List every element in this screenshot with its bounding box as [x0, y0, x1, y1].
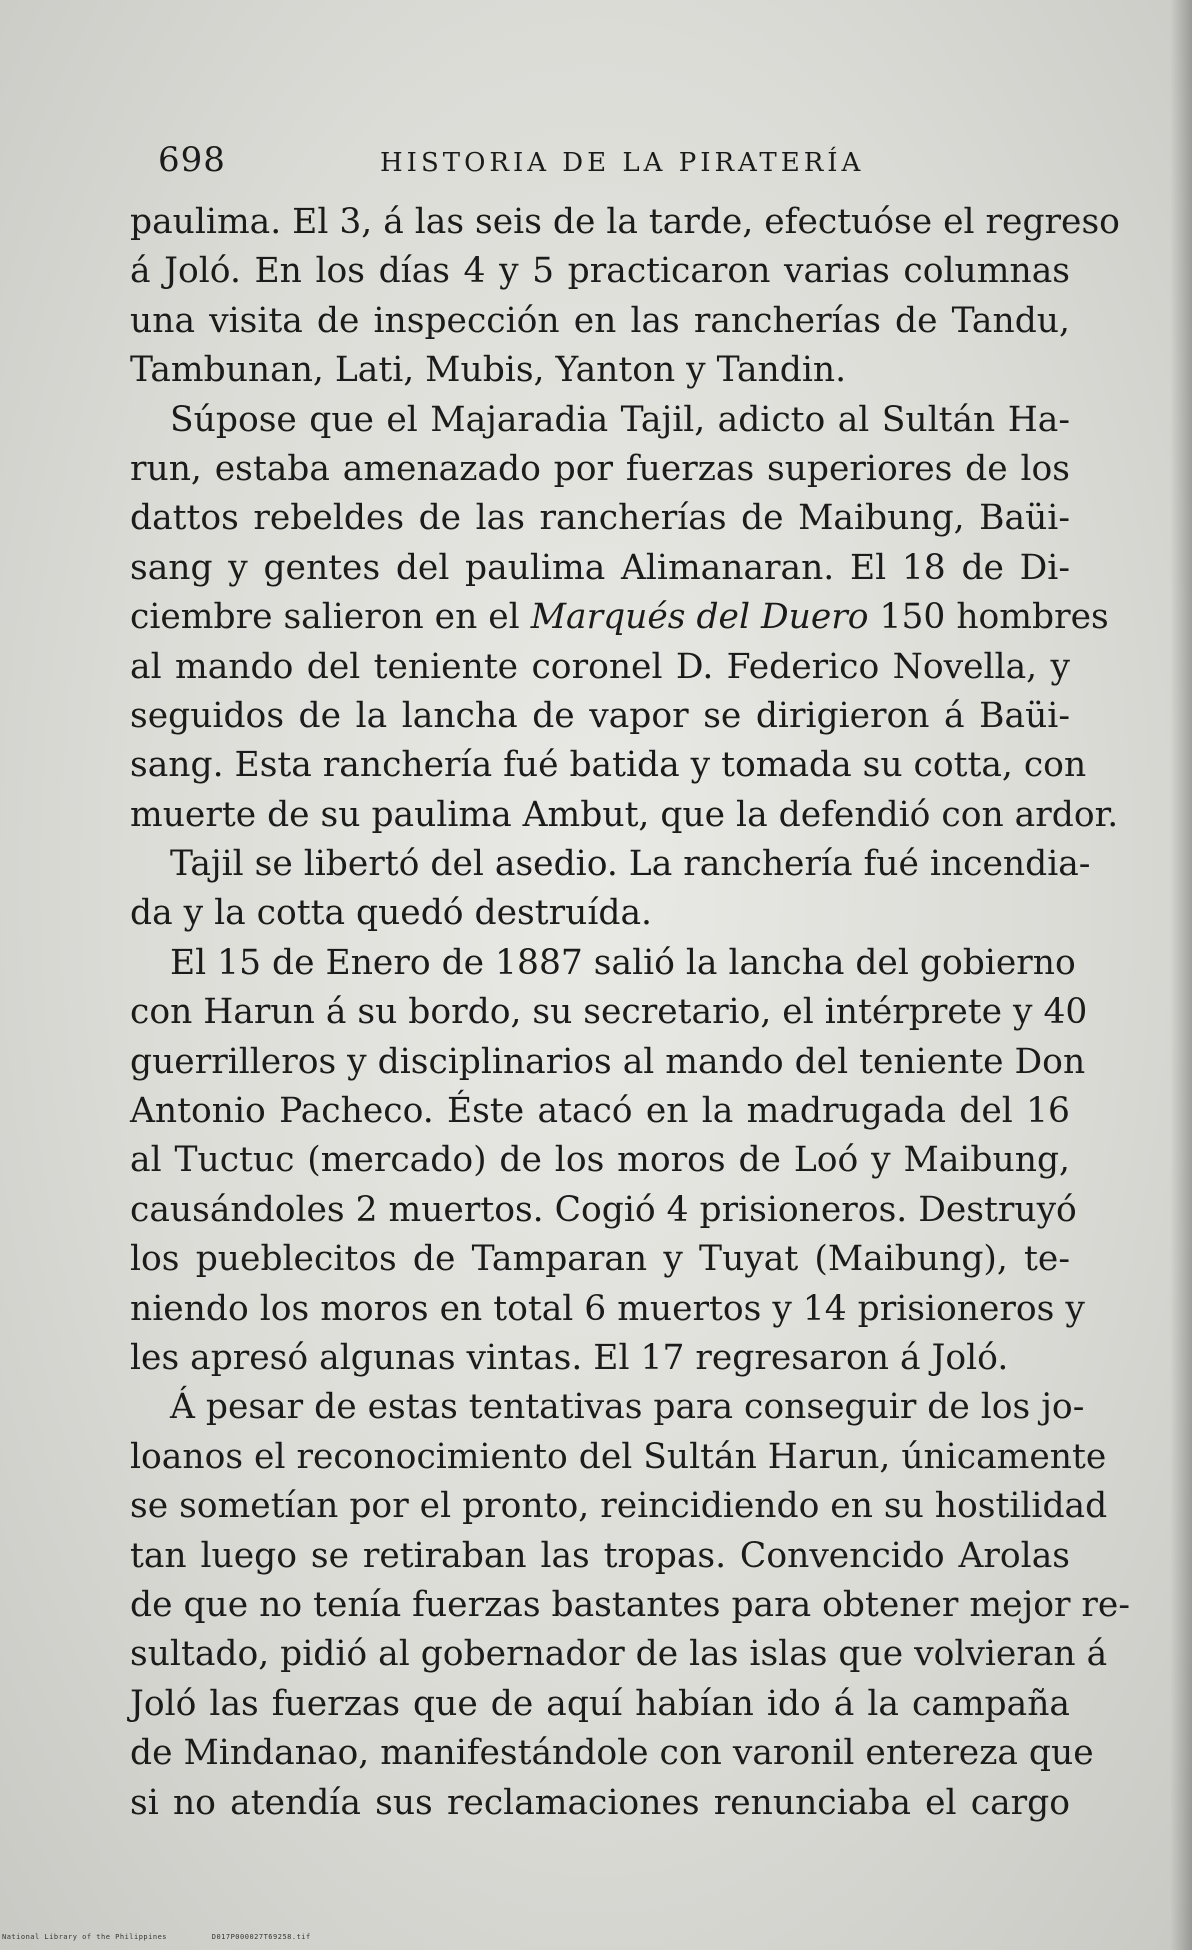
text-line: Tambunan, Lati, Mubis, Yanton y Tandin.	[130, 350, 847, 391]
text-line: de Mindanao, manifestándole con varonil entereza que	[130, 1733, 1094, 1774]
text-line: guerrilleros y disciplinarios al mando del teniente Don	[130, 1041, 1086, 1082]
text-line: de que no tenía fuerzas bastantes para obtener mejor re-	[130, 1584, 1130, 1625]
text-line: tan luego se retiraban las tropas. Convencido Arolas	[130, 1535, 1070, 1576]
text-line: dattos rebeldes de las rancherías de Maibung, Baüi-	[130, 498, 1070, 539]
paragraph-start-line: Súpose que el Majaradia Tajil, adicto al Sultán Ha-	[170, 399, 1070, 440]
text-line: Antonio Pacheco. Éste atacó en la madrugada del 16	[130, 1091, 1070, 1132]
text-segment: 150 hombres	[879, 597, 1109, 638]
library-credit: National Library of the Philippines	[2, 1933, 168, 1941]
page-edge-shadow	[1170, 0, 1192, 1950]
text-line: sang y gentes del paulima Alimanaran. El 18 de Di-	[130, 547, 1070, 588]
text-line: paulima. El 3, á las seis de la tarde, efectuóse el regreso	[130, 202, 1120, 242]
text-line: sang. Esta ranchería fué batida y tomada su cotta, con	[130, 745, 1087, 786]
text-line: muerte de su paulima Ambut, que la defendió con ardor.	[130, 794, 1119, 835]
text-line: si no atendía sus reclamaciones renunciaba el cargo	[130, 1782, 1070, 1823]
running-title: HISTORIA DE LA PIRATERÍA	[380, 148, 865, 178]
text-line: seguidos de la lancha de vapor se dirigieron á Baüi-	[130, 695, 1070, 736]
ship-name: Marqués del Duero	[530, 597, 869, 638]
paragraph-start-line: Tajil se libertó del asedio. La ranchería fué incendia-	[170, 844, 1091, 885]
text-line: niendo los moros en total 6 muertos y 14 prisioneros y	[130, 1288, 1085, 1329]
scan-footer	[2, 1933, 351, 1941]
text-line: sultado, pidió al gobernador de las islas que volvieran á	[130, 1634, 1108, 1675]
page-number: 698	[158, 140, 226, 180]
body-text	[130, 198, 1130, 1828]
text-line: á Joló. En los días 4 y 5 practicaron varias columnas	[130, 251, 1070, 292]
text-line: run, estaba amenazado por fuerzas superiores de los	[130, 448, 1070, 489]
text-line: les apresó algunas vintas. El 17 regresaron á Joló.	[130, 1337, 1009, 1378]
text-line: causándoles 2 muertos. Cogió 4 prisioneros. Destruyó	[130, 1189, 1077, 1230]
text-line: al Tuctuc (mercado) de los moros de Loó y Maibung,	[130, 1140, 1070, 1181]
page-header	[150, 140, 1070, 188]
text-line: se sometían por el pronto, reincidiendo en su hostilidad	[130, 1486, 1108, 1527]
text-line: da y la cotta quedó destruída.	[130, 893, 652, 934]
text-line: una visita de inspección en las rancherías de Tandu,	[130, 300, 1070, 341]
text-line: con Harun á su bordo, su secretario, el intérprete y 40	[130, 992, 1088, 1033]
paragraph-start-line: Á pesar de estas tentativas para conseguir de los jo-	[170, 1387, 1085, 1428]
text-line: al mando del teniente coronel D. Federico Novella, y	[130, 646, 1070, 687]
text-line-with-ship-name	[130, 593, 1109, 642]
text-line: loanos el reconocimiento del Sultán Harun, únicamente	[130, 1436, 1107, 1477]
file-identifier: D017P000027T69258.tif	[211, 1933, 311, 1941]
text-segment: ciembre salieron en el	[130, 597, 520, 638]
text-line: los pueblecitos de Tamparan y Tuyat (Maibung), te-	[130, 1239, 1070, 1280]
paragraph-start-line: El 15 de Enero de 1887 salió la lancha del gobierno	[170, 942, 1076, 983]
text-line: Joló las fuerzas que de aquí habían ido á la campaña	[130, 1683, 1070, 1724]
